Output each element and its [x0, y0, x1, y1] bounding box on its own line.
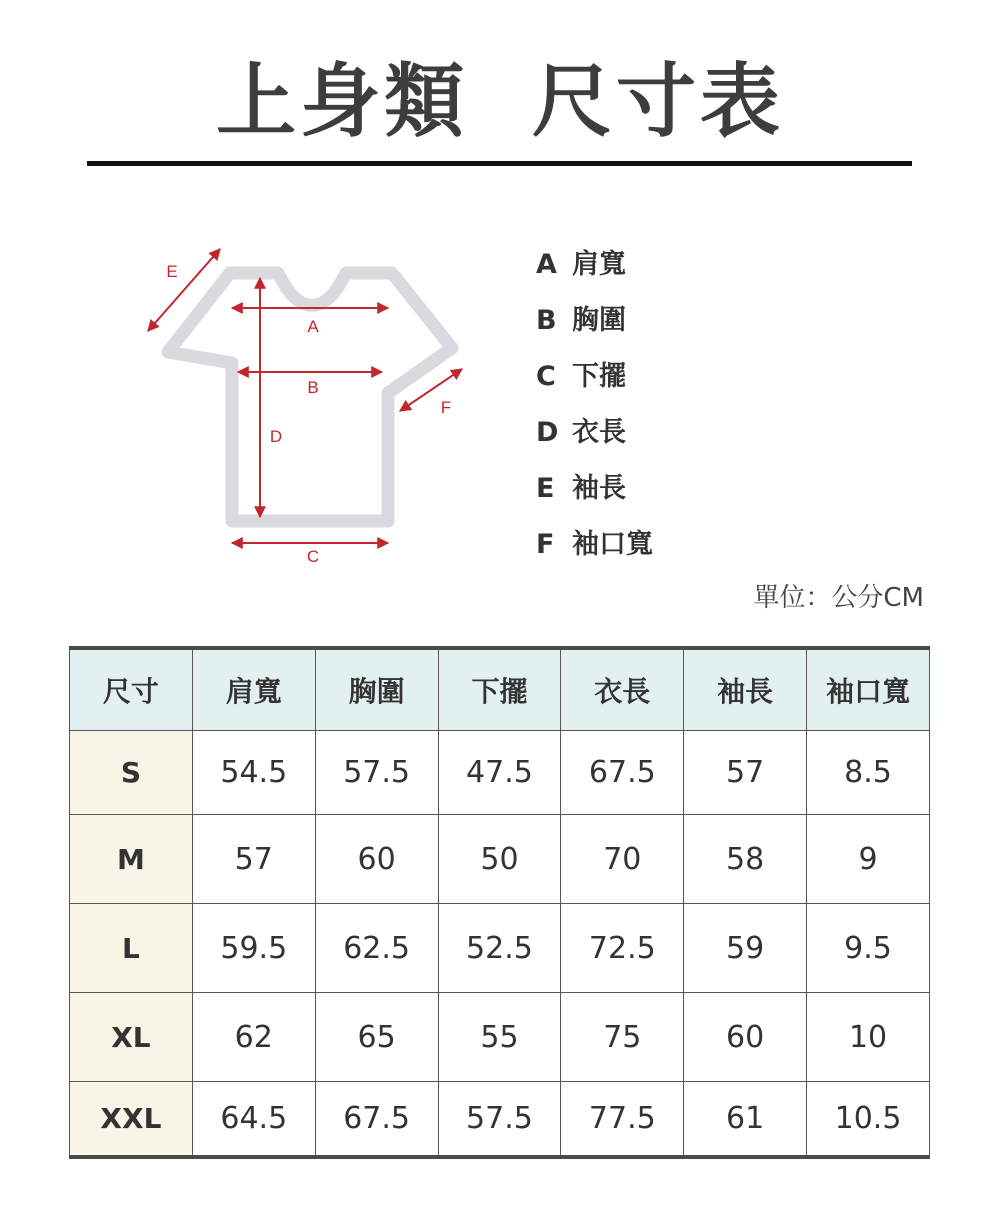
table-cell: 77.5	[561, 1082, 684, 1157]
table-cell: 60	[684, 993, 807, 1082]
diagram-label-a: A	[307, 317, 319, 336]
table-cell: 57	[684, 731, 807, 815]
table-cell: 52.5	[438, 904, 561, 993]
legend-letter: F	[536, 529, 555, 560]
column-header-shoulder: 肩寬	[192, 648, 315, 731]
diagram-label-f: F	[440, 398, 452, 417]
table-cell: 70	[561, 815, 684, 904]
column-header-length: 衣長	[561, 648, 684, 731]
table-cell: 61	[684, 1082, 807, 1157]
tshirt-outline	[168, 273, 452, 521]
column-header-chest: 胸圍	[315, 648, 438, 731]
title-divider	[87, 161, 912, 166]
legend-letter: D	[536, 417, 559, 448]
legend-letter: A	[536, 249, 557, 280]
legend-label: 下擺	[572, 361, 626, 392]
table-cell: 64.5	[192, 1082, 315, 1157]
column-header-size: 尺寸	[70, 648, 193, 731]
legend-label: 衣長	[572, 417, 626, 448]
table-cell: 9.5	[807, 904, 930, 993]
table-row	[70, 731, 930, 815]
legend-label: 袖口寬	[572, 529, 653, 560]
table-cell: 67.5	[315, 1082, 438, 1157]
table-cell: 59	[684, 904, 807, 993]
table-cell: 57	[192, 815, 315, 904]
table-cell: 8.5	[807, 731, 930, 815]
column-header-cuff-width: 袖口寬	[807, 648, 930, 731]
size-label: M	[70, 815, 193, 904]
legend-label: 肩寬	[572, 249, 626, 280]
legend-letter: B	[536, 305, 557, 336]
table-cell: 9	[807, 815, 930, 904]
table-cell: 55	[438, 993, 561, 1082]
size-label: XL	[70, 993, 193, 1082]
diagram-label-e: E	[166, 262, 178, 281]
table-cell: 75	[561, 993, 684, 1082]
tshirt-measurement-diagram	[130, 235, 480, 575]
diagram-label-d: D	[269, 427, 283, 446]
page-title: 上身類 尺寸表	[216, 55, 784, 148]
diagram-label-c: C	[306, 547, 320, 566]
table-cell: 60	[315, 815, 438, 904]
table-cell: 62.5	[315, 904, 438, 993]
table-cell: 62	[192, 993, 315, 1082]
legend-item-e	[536, 467, 836, 523]
size-label: S	[70, 731, 193, 815]
table-cell: 10.5	[807, 1082, 930, 1157]
table-cell: 57.5	[315, 731, 438, 815]
legend-item-a	[536, 243, 836, 299]
table-cell: 67.5	[561, 731, 684, 815]
diagram-label-b: B	[307, 378, 319, 397]
table-cell: 10	[807, 993, 930, 1082]
table-cell: 65	[315, 993, 438, 1082]
table-cell: 47.5	[438, 731, 561, 815]
table-row	[70, 904, 930, 993]
legend-item-d	[536, 411, 836, 467]
table-row	[70, 815, 930, 904]
legend-label: 袖長	[572, 473, 626, 504]
size-label: L	[70, 904, 193, 993]
legend-letter: E	[536, 473, 555, 504]
table-cell: 54.5	[192, 731, 315, 815]
legend-item-f	[536, 523, 836, 579]
legend-item-b	[536, 299, 836, 355]
table-cell: 57.5	[438, 1082, 561, 1157]
measurement-legend	[536, 243, 836, 579]
table-row	[70, 993, 930, 1082]
table-cell: 59.5	[192, 904, 315, 993]
legend-letter: C	[536, 361, 556, 392]
table-cell: 50	[438, 815, 561, 904]
unit-note: 單位：公分CM	[753, 583, 924, 613]
column-header-hem: 下擺	[438, 648, 561, 731]
size-chart-table	[69, 646, 930, 1159]
column-header-sleeve-length: 袖長	[684, 648, 807, 731]
table-cell: 72.5	[561, 904, 684, 993]
legend-label: 胸圍	[572, 305, 626, 336]
legend-item-c	[536, 355, 836, 411]
table-cell: 58	[684, 815, 807, 904]
table-header-row	[70, 648, 930, 731]
table-row	[70, 1082, 930, 1157]
size-label: XXL	[70, 1082, 193, 1157]
